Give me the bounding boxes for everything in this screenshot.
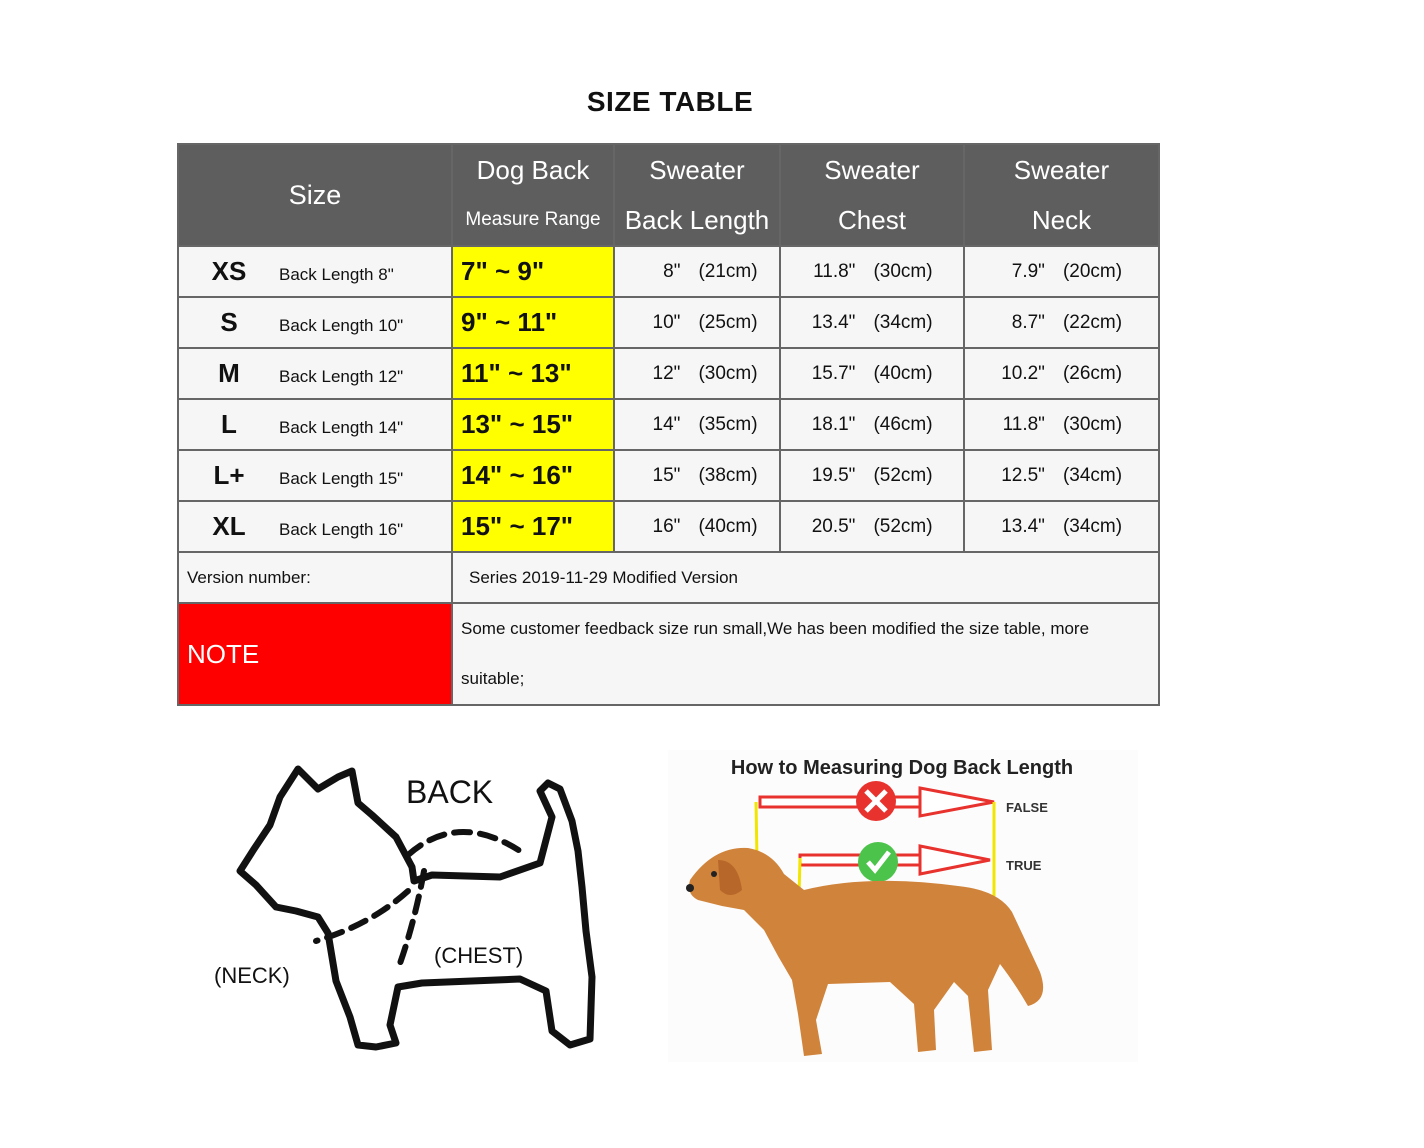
chest-label: (CHEST) <box>434 943 524 968</box>
chest-inches: 18.1" <box>811 413 856 435</box>
golden-retriever <box>686 848 1043 1056</box>
header-back-length <box>614 144 780 246</box>
chest-inches: 13.4" <box>811 311 856 333</box>
neck-dash-line <box>316 891 408 941</box>
neck-cm: (22cm) <box>1062 311 1123 333</box>
chest-cm: (40cm) <box>873 362 933 384</box>
neck-inches: 7.9" <box>1011 260 1045 282</box>
neck-inches: 10.2" <box>1001 362 1045 384</box>
page-title: SIZE TABLE <box>586 86 754 117</box>
back-length-note: Back Length 10" <box>279 316 404 335</box>
table-row <box>178 501 1159 552</box>
neck-inches: 11.8" <box>1002 413 1045 435</box>
size-code: XS <box>211 256 247 286</box>
table-row <box>178 450 1159 501</box>
neck-cell <box>964 297 1159 348</box>
neck-inches: 12.5" <box>1001 464 1045 486</box>
neck-inches: 8.7" <box>1011 311 1045 333</box>
header-size: Size <box>178 144 452 246</box>
version-label: Version number: <box>178 552 452 603</box>
table-row <box>178 297 1159 348</box>
neck-cell <box>964 399 1159 450</box>
length-cm: (35cm) <box>698 413 758 435</box>
neck-cell <box>964 450 1159 501</box>
chest-dash-line <box>398 871 424 969</box>
size-cell <box>178 399 452 450</box>
length-cm: (38cm) <box>698 464 758 486</box>
length-inches: 10" <box>652 311 681 333</box>
table-row <box>178 399 1159 450</box>
length-cm: (40cm) <box>698 515 758 537</box>
note-text <box>452 603 1159 705</box>
length-cell <box>614 348 780 399</box>
check-icon <box>858 842 898 882</box>
measuring-title: How to Measuring Dog Back Length <box>730 757 1074 779</box>
chest-cell <box>780 348 964 399</box>
back-dash-line <box>408 832 526 855</box>
range-cell: 15" ~ 17" <box>452 501 614 552</box>
neck-inches: 13.4" <box>1001 515 1045 537</box>
size-code: L+ <box>213 460 245 490</box>
size-table <box>177 143 1160 706</box>
neck-cm: (34cm) <box>1062 515 1123 537</box>
chest-cm: (52cm) <box>873 515 933 537</box>
header-neck-line2: Neck <box>1031 205 1092 235</box>
chest-cm: (34cm) <box>873 311 933 333</box>
length-inches: 12" <box>652 362 681 384</box>
range-cell: 9" ~ 11" <box>452 297 614 348</box>
note-row <box>178 603 1159 705</box>
chest-cell <box>780 501 964 552</box>
size-code: L <box>221 409 237 439</box>
length-inches: 14" <box>652 413 681 435</box>
neck-cm: (20cm) <box>1062 260 1123 282</box>
neck-cm: (34cm) <box>1062 464 1123 486</box>
back-length-note: Back Length 8" <box>279 265 394 284</box>
header-back-length-line1: Sweater <box>649 155 745 185</box>
neck-cm: (26cm) <box>1062 362 1123 384</box>
length-cm: (21cm) <box>698 260 758 282</box>
measuring-photo <box>668 750 1138 1062</box>
header-chest <box>780 144 964 246</box>
header-neck <box>964 144 1159 246</box>
range-cell: 7" ~ 9" <box>452 246 614 297</box>
back-length-note: Back Length 12" <box>279 367 404 386</box>
back-length-note: Back Length 15" <box>279 469 404 488</box>
true-label: TRUE <box>1006 858 1042 873</box>
range-cell: 13" ~ 15" <box>452 399 614 450</box>
header-range-line1: Dog Back <box>476 155 590 185</box>
table-row <box>178 246 1159 297</box>
length-inches: 16" <box>652 515 681 537</box>
note-line-2: suitable; <box>461 669 525 688</box>
length-cell <box>614 399 780 450</box>
version-value: Series 2019-11-29 Modified Version <box>452 552 1159 603</box>
dog-outline-diagram <box>200 755 620 1055</box>
table-row <box>178 348 1159 399</box>
chest-cm: (30cm) <box>873 260 933 282</box>
size-code: XL <box>212 511 246 541</box>
neck-cell <box>964 246 1159 297</box>
size-cell <box>178 348 452 399</box>
length-inches: 15" <box>652 464 681 486</box>
header-chest-line1: Sweater <box>824 155 920 185</box>
header-chest-line2: Chest <box>838 205 906 235</box>
chest-cell <box>780 450 964 501</box>
header-neck-line1: Sweater <box>1013 155 1110 185</box>
size-code: S <box>220 307 238 337</box>
chest-inches: 20.5" <box>811 515 856 537</box>
size-code: M <box>218 358 240 388</box>
chest-cm: (52cm) <box>873 464 933 486</box>
false-arrow <box>760 781 994 821</box>
length-cm: (30cm) <box>698 362 758 384</box>
chest-cm: (46cm) <box>873 413 933 435</box>
header-row <box>178 144 1159 246</box>
false-label: FALSE <box>1006 800 1048 815</box>
chest-cell <box>780 297 964 348</box>
true-arrow <box>800 842 990 882</box>
back-length-note: Back Length 16" <box>279 520 404 539</box>
length-inches: 8" <box>663 260 681 282</box>
size-cell <box>178 501 452 552</box>
note-line-1: Some customer feedback size run small,We has been modified the size table, more <box>461 619 1090 638</box>
length-cm: (25cm) <box>698 311 758 333</box>
neck-cell <box>964 501 1159 552</box>
back-length-note: Back Length 14" <box>279 418 404 437</box>
length-cell <box>614 450 780 501</box>
chest-inches: 15.7" <box>811 362 856 384</box>
back-label: BACK <box>406 774 494 810</box>
measuring-illustration <box>668 750 1138 1062</box>
size-cell <box>178 297 452 348</box>
range-cell: 14" ~ 16" <box>452 450 614 501</box>
header-range-line2: Measure Range <box>465 209 601 230</box>
chest-cell <box>780 399 964 450</box>
length-cell <box>614 246 780 297</box>
header-range <box>452 144 614 246</box>
version-row <box>178 552 1159 603</box>
length-cell <box>614 297 780 348</box>
size-cell <box>178 246 452 297</box>
neck-cm: (30cm) <box>1062 413 1123 435</box>
header-back-length-line2: Back Length <box>624 205 770 235</box>
chest-inches: 11.8" <box>813 260 856 282</box>
chest-cell <box>780 246 964 297</box>
neck-cell <box>964 348 1159 399</box>
length-cell <box>614 501 780 552</box>
range-cell: 11" ~ 13" <box>452 348 614 399</box>
note-label: NOTE <box>178 603 452 705</box>
size-cell <box>178 450 452 501</box>
chest-inches: 19.5" <box>811 464 856 486</box>
neck-label: (NECK) <box>214 963 290 988</box>
